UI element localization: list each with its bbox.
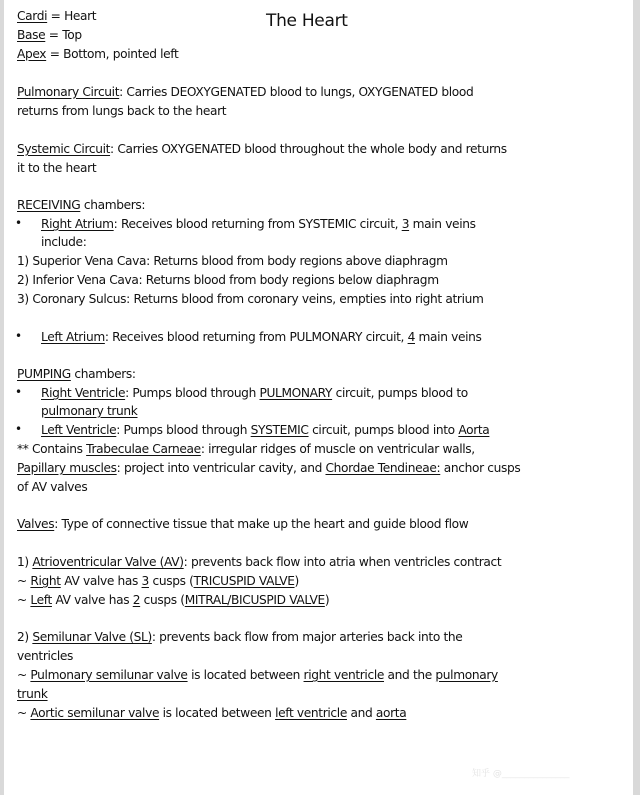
term: Right Ventricle	[41, 386, 126, 400]
term: trunk	[17, 687, 48, 701]
text: : Pumps blood through	[125, 386, 260, 400]
text: : project into ventricular cavity, and	[116, 461, 326, 475]
term: pulmonary	[435, 668, 498, 682]
pulmonary-circuit-line2: returns from lungs back to the heart	[17, 104, 227, 118]
bullet-icon: •	[15, 216, 23, 230]
heading-text: chambers:	[70, 367, 136, 381]
count: 3	[401, 217, 410, 231]
term: Pulmonary Circuit	[17, 85, 120, 99]
term: pulmonary trunk	[41, 404, 138, 418]
left-ventricle-line	[41, 422, 489, 438]
term: Trabeculae Carneae	[86, 442, 201, 456]
tilde: ~	[17, 706, 31, 720]
right-atrium-line2: include:	[41, 235, 87, 249]
term: Right	[30, 574, 61, 588]
term: Left Ventricle	[41, 423, 117, 437]
text: anchor cusps	[440, 461, 521, 475]
tilde: ~	[17, 668, 31, 682]
circuit: SYSTEMIC	[250, 423, 309, 437]
systemic-circuit-line2: it to the heart	[17, 161, 97, 175]
text: and the	[384, 668, 436, 682]
contains-line2	[17, 460, 520, 476]
tilde: ~	[17, 593, 31, 607]
right-ventricle-line2	[41, 403, 138, 419]
term: aorta	[375, 706, 407, 720]
right-atrium-line1	[41, 216, 476, 232]
text: AV valve has	[51, 593, 133, 607]
heading-term: PUMPING	[17, 367, 71, 381]
bullet-icon: •	[15, 385, 23, 399]
text: circuit, pumps blood into	[308, 423, 459, 437]
contains-line3: of AV valves	[17, 480, 88, 494]
text: cusps (	[148, 574, 194, 588]
term: Cardi	[17, 9, 48, 23]
page-title: The Heart	[266, 11, 348, 31]
vein-3: 3) Coronary Sulcus: Returns blood from coronary veins, empties into right atrium	[17, 292, 484, 306]
definition-base	[17, 27, 82, 43]
text: is located between	[187, 668, 304, 682]
heading-text: chambers:	[80, 198, 146, 212]
term: Right Atrium	[41, 217, 114, 231]
text: circuit, pumps blood to	[332, 386, 468, 400]
count: 4	[407, 330, 415, 344]
text: : irregular ridges of muscle on ventricular walls,	[200, 442, 475, 456]
pulmonary-circuit-line1	[17, 84, 473, 100]
term: Semilunar Valve (SL)	[32, 630, 152, 644]
text: : prevents back flow from major arteries back into the	[151, 630, 463, 644]
left-atrium-line	[41, 329, 482, 345]
term: Atrioventricular Valve (AV)	[32, 555, 184, 569]
document-page	[4, 0, 633, 795]
term: MITRAL/BICUSPID VALVE	[184, 593, 325, 607]
count: 2	[132, 593, 141, 607]
definition-cardi	[17, 8, 96, 24]
definition-text: = Top	[45, 28, 82, 42]
term: right ventricle	[303, 668, 385, 682]
valves-definition	[17, 516, 468, 532]
term: Valves	[17, 517, 55, 531]
text: main veins	[415, 330, 482, 344]
number: 1)	[17, 555, 33, 569]
text: )	[294, 574, 299, 588]
term: Base	[17, 28, 46, 42]
text: AV valve has	[60, 574, 142, 588]
left-av-line	[17, 592, 329, 608]
tilde: ~	[17, 574, 31, 588]
text: : Carries OXYGENATED blood throughout the whole body and returns	[110, 142, 507, 156]
term: Apex	[17, 47, 47, 61]
text: cusps (	[140, 593, 185, 607]
pulmonary-sl-line1	[17, 667, 498, 683]
watermark: 知乎 @_______________	[472, 769, 570, 779]
right-ventricle-line1	[41, 385, 468, 401]
target: Aorta	[458, 423, 490, 437]
text: ** Contains	[17, 442, 87, 456]
av-valve-line	[17, 554, 501, 570]
pulmonary-sl-line2	[17, 686, 48, 702]
sl-valve-line1	[17, 629, 462, 645]
term: Left	[30, 593, 52, 607]
vein-2: 2) Inferior Vena Cava: Returns blood from body regions below diaphragm	[17, 273, 439, 287]
term: Aortic semilunar valve	[30, 706, 160, 720]
text: : Carries DEOXYGENATED blood to lungs, OXYGENATED blood	[119, 85, 474, 99]
definition-text: = Heart	[47, 9, 97, 23]
text: : Receives blood returning from SYSTEMIC circuit,	[113, 217, 402, 231]
bullet-icon: •	[15, 422, 23, 436]
term: Papillary muscles	[17, 461, 117, 475]
text: : Type of connective tissue that make up the heart and guide blood flow	[54, 517, 469, 531]
term: TRICUSPID VALVE	[193, 574, 295, 588]
heading-term: RECEIVING	[17, 198, 81, 212]
text: main veins	[409, 217, 476, 231]
text: )	[324, 593, 330, 607]
term: Chordae Tendineae:	[325, 461, 441, 475]
term: Left Atrium	[41, 330, 105, 344]
circuit: PULMONARY	[259, 386, 333, 400]
systemic-circuit-line1	[17, 141, 507, 157]
term: Pulmonary semilunar valve	[30, 668, 188, 682]
contains-line1	[17, 441, 475, 457]
text: : Pumps blood through	[116, 423, 251, 437]
sl-valve-line2: ventricles	[17, 649, 74, 663]
aortic-sl-line	[17, 705, 406, 721]
definition-text: = Bottom, pointed left	[46, 47, 179, 61]
text: : prevents back flow into atria when ventricles contract	[183, 555, 502, 569]
right-av-line	[17, 573, 299, 589]
receiving-heading	[17, 197, 145, 213]
vein-1: 1) Superior Vena Cava: Returns blood from body regions above diaphragm	[17, 254, 448, 268]
text: is located between	[159, 706, 276, 720]
pumping-heading	[17, 366, 136, 382]
definition-apex	[17, 46, 178, 62]
text: and	[346, 706, 376, 720]
count: 3	[141, 574, 149, 588]
term: Systemic Circuit	[17, 142, 111, 156]
term: left ventricle	[275, 706, 347, 720]
bullet-icon: •	[15, 329, 23, 343]
number: 2)	[17, 630, 33, 644]
text: : Receives blood returning from PULMONARY circuit,	[104, 330, 408, 344]
